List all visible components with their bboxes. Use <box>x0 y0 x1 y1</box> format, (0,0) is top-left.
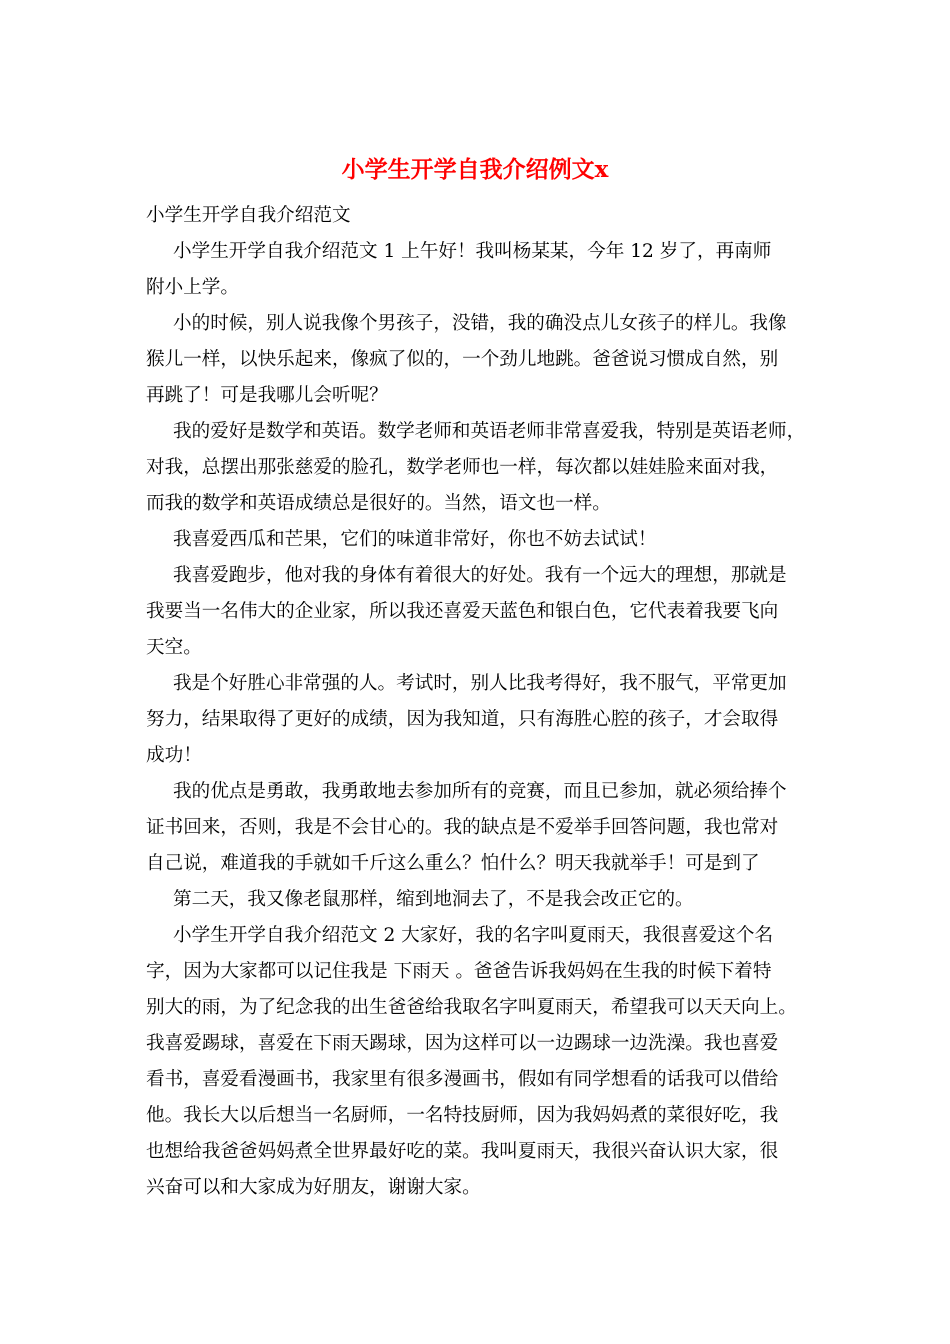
text-line: 字，因为大家都可以记住我是 下雨天 。爸爸告诉我妈妈在生我的时候下着特 <box>146 961 772 982</box>
text-line: 他。我长大以后想当一名厨师，一名特技厨师，因为我妈妈煮的菜很好吃，我 <box>146 1105 779 1126</box>
text-line: 自己说，难道我的手就如千斤这么重么？怕什么？明天我就举手！可是到了 <box>146 853 760 874</box>
text-line: 小的时候，别人说我像个男孩子，没错，我的确没点儿女孩子的样儿。我像 <box>173 313 787 334</box>
text-line: 看书，喜爱看漫画书，我家里有很多漫画书，假如有同学想看的话我可以借给 <box>146 1069 779 1090</box>
text-line: 努力，结果取得了更好的成绩，因为我知道，只有海胜心腔的孩子，才会取得 <box>146 709 779 730</box>
text-line: 小学生开学自我介绍范文 2 大家好，我的名字叫夏雨天，我很喜爱这个名 <box>173 925 774 946</box>
text-line: 我是个好胜心非常强的人。考试时，别人比我考得好，我不服气，平常更加 <box>173 673 787 694</box>
text-line: 我要当一名伟大的企业家，所以我还喜爱天蓝色和银白色，它代表着我要飞向 <box>146 601 779 622</box>
text-line: 我喜爱西瓜和芒果，它们的味道非常好，你也不妨去试试！ <box>173 529 657 550</box>
text-line: 我的爱好是数学和英语。数学老师和英语老师非常喜爱我，特别是英语老师， <box>173 421 806 442</box>
text-line: 天空。 <box>146 637 202 658</box>
text-line: 别大的雨，为了纪念我的出生爸爸给我取名字叫夏雨天，希望我可以天天向上。 <box>146 997 797 1018</box>
text-line: 附小上学。 <box>146 277 239 298</box>
text-line: 猴儿一样，以快乐起来，像疯了似的，一个劲儿地跳。爸爸说习惯成自然，别 <box>146 349 779 370</box>
text-line: 证书回来，否则，我是不会甘心的。我的缺点是不爱举手回答问题，我也常对 <box>146 817 779 838</box>
document-body <box>146 198 814 1206</box>
text-line: 小学生开学自我介绍范文 1 上午好！我叫杨某某，今年 12 岁了，再南师 <box>173 241 772 262</box>
text-line: 再跳了！可是我哪儿会听呢？ <box>146 385 388 406</box>
text-line: 我的优点是勇敢，我勇敢地去参加所有的竞赛，而且已参加，就必须给捧个 <box>173 781 787 802</box>
text-line: 也想给我爸爸妈妈煮全世界最好吃的菜。我叫夏雨天，我很兴奋认识大家，很 <box>146 1141 779 1162</box>
text-line: 成功！ <box>146 745 202 766</box>
text-line: 第二天，我又像老鼠那样，缩到地洞去了，不是我会改正它的。 <box>173 889 694 910</box>
text-line: 而我的数学和英语成绩总是很好的。当然，语文也一样。 <box>146 493 611 514</box>
text-line: 小学生开学自我介绍范文 <box>146 205 351 226</box>
text-line: 我喜爱踢球，喜爱在下雨天踢球，因为这样可以一边踢球一边洗澡。我也喜爱 <box>146 1033 779 1054</box>
text-line: 我喜爱跑步，他对我的身体有着很大的好处。我有一个远大的理想，那就是 <box>173 565 787 586</box>
text-line: 对我，总摆出那张慈爱的脸孔，数学老师也一样，每次都以娃娃脸来面对我， <box>146 457 779 478</box>
text-line: 兴奋可以和大家成为好朋友，谢谢大家。 <box>146 1177 481 1198</box>
document-title: 小学生开学自我介绍例文x <box>341 156 609 183</box>
